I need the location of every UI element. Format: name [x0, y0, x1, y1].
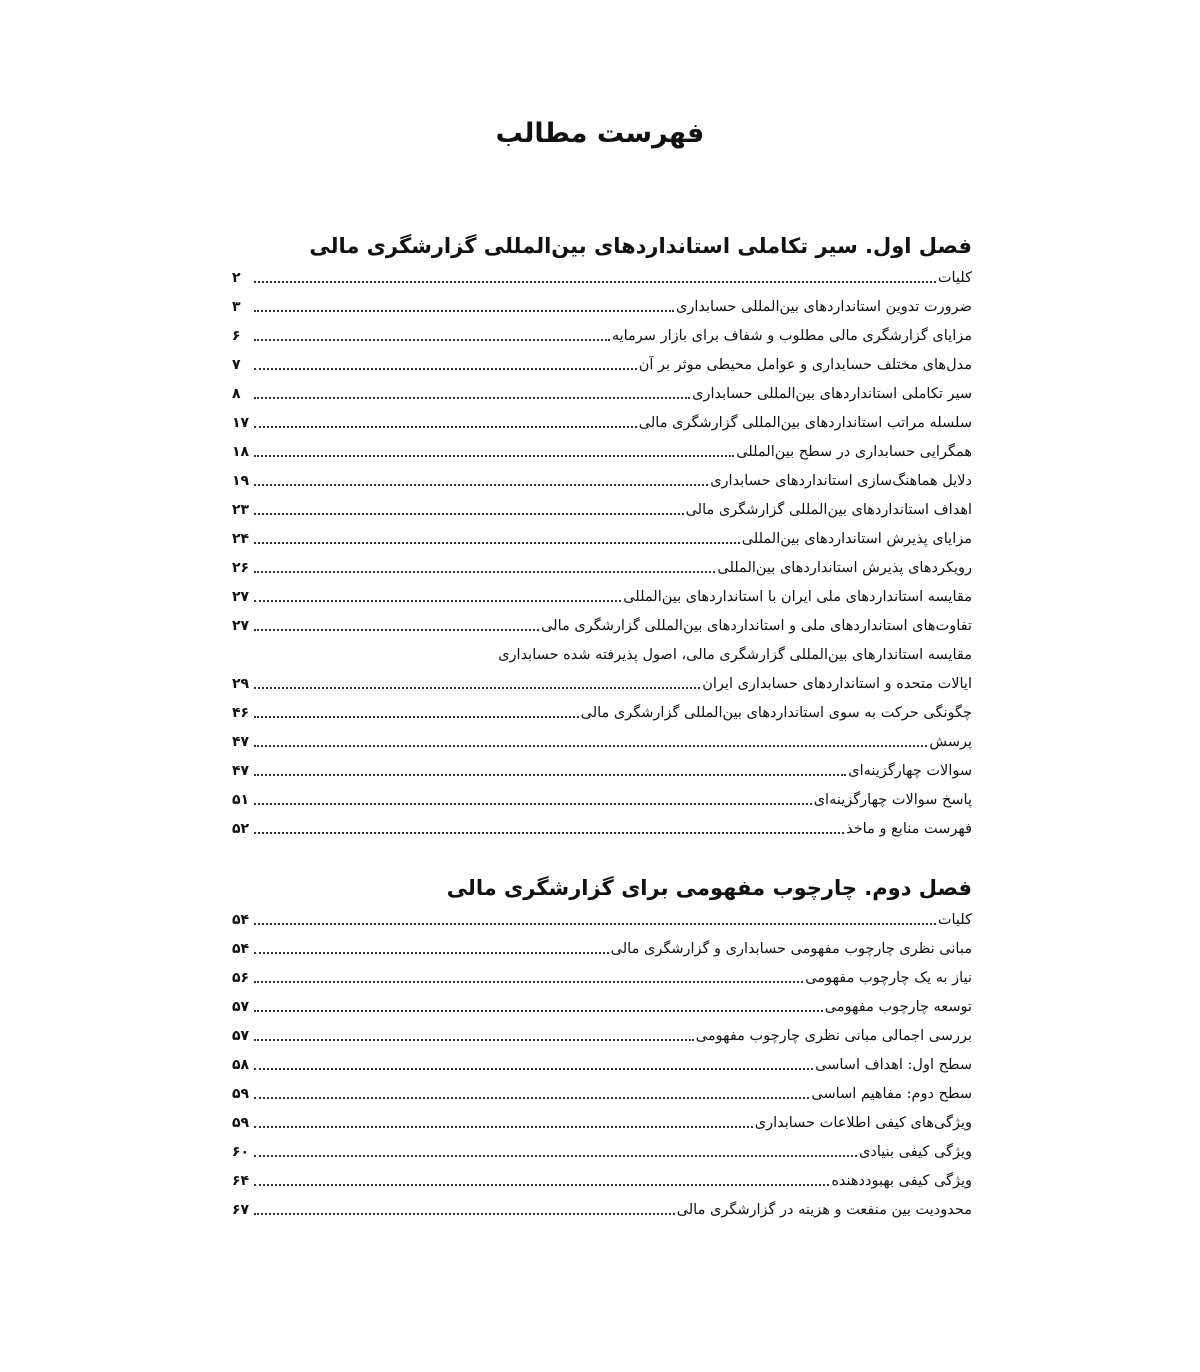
- toc-entry-title: سیر تکاملی استانداردهای بین‌المللی حسابداری: [692, 386, 972, 402]
- toc-entry-title: مبانی نظری چارچوب مفهومی حسابداری و گزارشگری مالی: [610, 941, 972, 957]
- dot-leader: [254, 745, 927, 747]
- dot-leader: [254, 1155, 857, 1157]
- dot-leader: [254, 571, 715, 573]
- toc-entry[interactable]: [232, 668, 972, 697]
- toc-entry-page-number: ۶۰: [232, 1144, 250, 1160]
- toc-entry-title: همگرایی حسابداری در سطح بین‌المللی: [736, 444, 972, 460]
- toc-entry[interactable]: [232, 320, 972, 349]
- toc-entry[interactable]: [232, 639, 972, 668]
- toc-entry[interactable]: [232, 813, 972, 842]
- toc-entry-page-number: ۵۴: [232, 941, 250, 957]
- dot-leader: [254, 952, 609, 954]
- toc-entry-page-number: ۵۶: [232, 970, 250, 986]
- toc-entry-page-number: ۲۴: [232, 531, 250, 547]
- dot-leader: [254, 981, 803, 983]
- toc-entry[interactable]: [232, 933, 972, 962]
- toc-entry-page-number: ۲۹: [232, 676, 250, 692]
- dot-leader: [254, 687, 700, 689]
- toc-entry[interactable]: [232, 349, 972, 378]
- dot-leader: [254, 629, 539, 631]
- toc-entry[interactable]: [232, 436, 972, 465]
- chapter-1-section: [232, 232, 972, 842]
- toc-entry-title: ضرورت تدوین استانداردهای بین‌المللی حسابداری: [676, 299, 972, 315]
- dot-leader: [254, 774, 846, 776]
- toc-entry[interactable]: [232, 904, 972, 933]
- dot-leader: [254, 455, 734, 457]
- chapter-2-heading: فصل دوم. چارچوب مفهومی برای گزارشگری مالی: [446, 876, 972, 900]
- dot-leader: [254, 832, 844, 834]
- chapter-2-entries: [232, 904, 972, 1223]
- toc-entry[interactable]: [232, 1165, 972, 1194]
- toc-entry[interactable]: [232, 581, 972, 610]
- chapter-1-heading: فصل اول. سیر تکاملی استانداردهای بین‌المللی گزارشگری مالی: [309, 234, 972, 258]
- toc-entry-page-number: ۵۲: [232, 821, 250, 837]
- toc-entry-page-number: ۲: [232, 270, 241, 286]
- toc-entry[interactable]: [232, 962, 972, 991]
- toc-entry[interactable]: [232, 610, 972, 639]
- dot-leader: [254, 1097, 809, 1099]
- dot-leader: [254, 513, 684, 515]
- dot-leader: [254, 1126, 753, 1128]
- chapter-2-section: [232, 874, 972, 1223]
- toc-entry-page-number: ۱۷: [232, 415, 250, 431]
- toc-entry-page-number: ۳: [232, 299, 241, 315]
- toc-entry-title: سوالات چهارگزینه‌ای: [848, 763, 972, 779]
- toc-entry-page-number: ۲۶: [232, 560, 250, 576]
- toc-entry[interactable]: [232, 755, 972, 784]
- toc-entry-page-number: ۵۴: [232, 912, 250, 928]
- toc-entry[interactable]: [232, 726, 972, 755]
- toc-entry-title: پرسش: [929, 734, 972, 750]
- dot-leader: [254, 368, 637, 370]
- toc-entry-title: فهرست منابع و ماخذ: [846, 821, 972, 837]
- toc-entry-page-number: ۵۱: [232, 792, 250, 808]
- toc-entry-page-number: ۱۹: [232, 473, 250, 489]
- toc-entry-page-number: ۴۷: [232, 763, 250, 779]
- toc-entry[interactable]: [232, 1136, 972, 1165]
- toc-entry-page-number: ۲۷: [232, 589, 250, 605]
- toc-entry-title: مزایای پذیرش استانداردهای بین‌المللی: [741, 531, 972, 547]
- toc-entry-title: سلسله مراتب استانداردهای بین‌المللی گزارشگری مالی: [638, 415, 972, 431]
- toc-entry-page-number: ۵۷: [232, 1028, 250, 1044]
- toc-entry[interactable]: [232, 991, 972, 1020]
- dot-leader: [254, 923, 936, 925]
- dot-leader: [254, 281, 936, 283]
- toc-entry-page-number: ۷: [232, 357, 241, 373]
- dot-leader: [254, 1213, 675, 1215]
- toc-entry-page-number: ۸: [232, 386, 241, 402]
- dot-leader: [254, 600, 621, 602]
- dot-leader: [254, 542, 740, 544]
- toc-entry[interactable]: [232, 784, 972, 813]
- toc-entry-title: ایالات متحده و استانداردهای حسابداری ایران: [702, 676, 972, 692]
- toc-entry[interactable]: [232, 697, 972, 726]
- toc-entry-page-number: ۶۴: [232, 1173, 250, 1189]
- toc-entry-page-number: ۶۷: [232, 1202, 250, 1218]
- toc-entry[interactable]: [232, 407, 972, 436]
- toc-entry[interactable]: [232, 1078, 972, 1107]
- toc-entry-page-number: ۶: [232, 328, 241, 344]
- toc-entry-title: بررسی اجمالی مبانی نظری چارچوب مفهومی: [695, 1028, 972, 1044]
- toc-entry[interactable]: [232, 262, 972, 291]
- dot-leader: [254, 1184, 829, 1186]
- dot-leader: [254, 310, 674, 312]
- toc-entry-title: مزایای گزارشگری مالی مطلوب و شفاف برای بازار سرمایه: [611, 328, 972, 344]
- toc-entry-title: نیاز به یک چارچوب مفهومی: [805, 970, 972, 986]
- toc-entry[interactable]: [232, 465, 972, 494]
- toc-entry-title: سطح دوم: مفاهیم اساسی: [811, 1086, 972, 1102]
- dot-leader: [254, 1010, 823, 1012]
- toc-entry-page-number: ۵۹: [232, 1115, 250, 1131]
- toc-entry[interactable]: [232, 552, 972, 581]
- toc-entry[interactable]: [232, 1049, 972, 1078]
- toc-entry-title: سطح اول: اهداف اساسی: [815, 1057, 972, 1073]
- toc-entry-title: تفاوت‌های استانداردهای ملی و استانداردهای بین‌المللی گزارشگری مالی: [541, 618, 972, 634]
- toc-entry-title: چگونگی حرکت به سوی استانداردهای بین‌المللی گزارشگری مالی: [580, 705, 972, 721]
- chapter-1-entries: [232, 262, 972, 842]
- toc-entry-title: کلیات: [937, 912, 972, 928]
- dot-leader: [254, 1039, 694, 1041]
- toc-entry[interactable]: [232, 1107, 972, 1136]
- toc-entry[interactable]: [232, 494, 972, 523]
- toc-entry-title: ویژگی‌های کیفی اطلاعات حسابداری: [754, 1115, 972, 1131]
- page-title: فهرست مطالب: [495, 118, 705, 149]
- toc-entry-title: توسعه چارچوب مفهومی: [824, 999, 972, 1015]
- toc-entry[interactable]: [232, 378, 972, 407]
- toc-entry-title: دلایل هماهنگ‌سازی استانداردهای حسابداری: [710, 473, 972, 489]
- toc-entry-title: اهداف استانداردهای بین‌المللی گزارشگری مالی: [685, 502, 972, 518]
- toc-entry-page-number: ۱۸: [232, 444, 250, 460]
- toc-entry-title: مقایسه استانداردهای ملی ایران با استانداردهای بین‌المللی: [623, 589, 972, 605]
- toc-entry[interactable]: [232, 1020, 972, 1049]
- toc-entry-title: ویژگی کیفی بهبوددهنده: [831, 1173, 972, 1189]
- toc-entry-title: مقایسه استاندارهای بین‌المللی گزارشگری مالی، اصول پذیرفته شده حسابداری: [498, 647, 972, 663]
- toc-entry[interactable]: [232, 1194, 972, 1223]
- toc-entry-page-number: ۲۳: [232, 502, 250, 518]
- dot-leader: [254, 426, 637, 428]
- dot-leader: [254, 484, 708, 486]
- toc-entry-title: رویکردهای پذیرش استانداردهای بین‌المللی: [717, 560, 972, 576]
- toc-entry-page-number: ۲۷: [232, 618, 250, 634]
- toc-entry-title: ویژگی کیفی بنیادی: [859, 1144, 972, 1160]
- dot-leader: [254, 397, 690, 399]
- toc-entry-title: پاسخ سوالات چهارگزینه‌ای: [813, 792, 972, 808]
- toc-entry-title: محدودیت بین منفعت و هزینه در گزارشگری مالی: [676, 1202, 972, 1218]
- toc-entry-page-number: ۵۷: [232, 999, 250, 1015]
- toc-entry-page-number: ۴۶: [232, 705, 250, 721]
- toc-entry[interactable]: [232, 523, 972, 552]
- dot-leader: [254, 803, 812, 805]
- dot-leader: [254, 1068, 813, 1070]
- toc-entry-title: مدل‌های مختلف حسابداری و عوامل محیطی موثر بر آن: [638, 357, 972, 373]
- dot-leader: [254, 339, 610, 341]
- dot-leader: [254, 716, 579, 718]
- toc-entry-page-number: ۴۷: [232, 734, 250, 750]
- toc-entry-page-number: ۵۹: [232, 1086, 250, 1102]
- toc-entry-page-number: ۵۸: [232, 1057, 250, 1073]
- toc-entry[interactable]: [232, 291, 972, 320]
- toc-entry-title: کلیات: [937, 270, 972, 286]
